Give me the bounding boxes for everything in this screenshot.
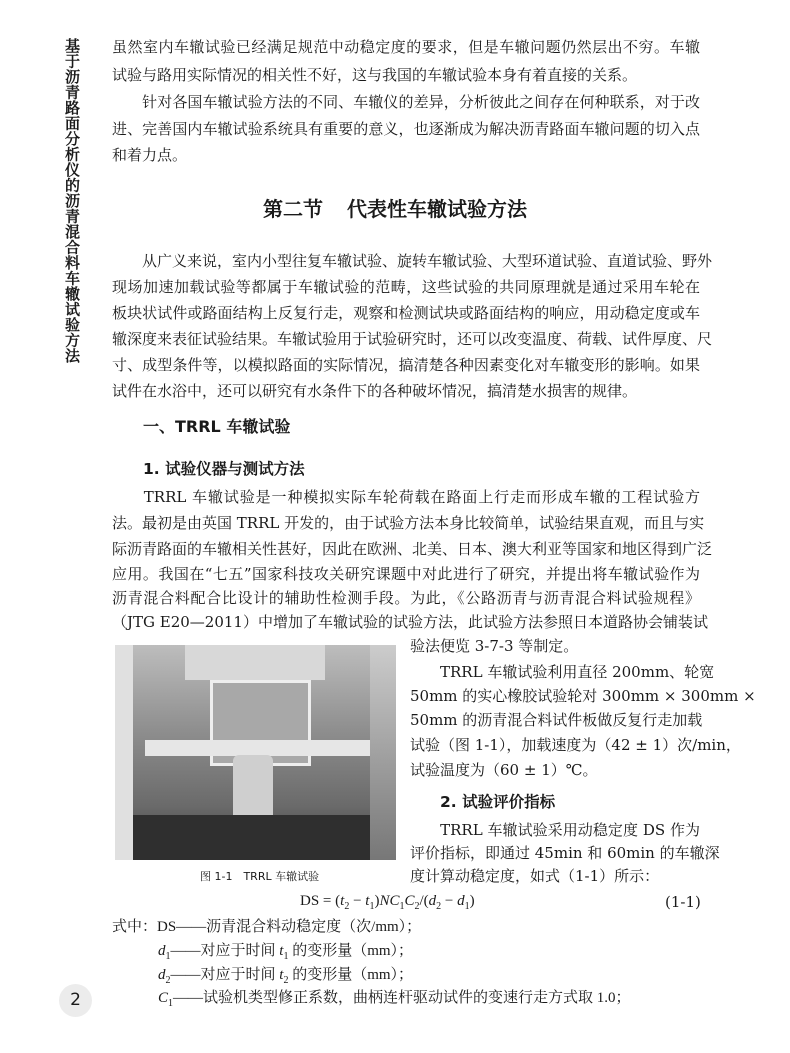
text-line: TRRL 车辙试验利用直径 200mm、轮宽 [410, 663, 715, 681]
heading-trrl: 一、TRRL 车辙试验 [143, 417, 291, 436]
formula-part: ) [374, 893, 380, 909]
text-line: 验法便览 3-7-3 等制定。 [410, 637, 579, 655]
def-text: ——对应于时间 [170, 943, 280, 959]
symbol: C [158, 990, 169, 1006]
text-line: 现场加速加载试验等都属于车辙试验的范畴，这些试验的共同原理就是通过采用车轮在 [112, 278, 700, 296]
symbol: d [158, 943, 166, 959]
section-title [0, 193, 790, 222]
formula-part: d [457, 893, 465, 909]
symbol-sub: 1 [165, 951, 171, 962]
text-line: 试验与路用实际情况的相关性不好，这与我国的车辙试验本身有着直接的关系。 [112, 66, 638, 84]
formula-part: C [404, 893, 415, 909]
formula-1-1 [300, 893, 475, 912]
text-line: 50mm 的实心橡胶试验轮对 300mm × 300mm × [410, 687, 756, 705]
formula-part: 2 [344, 901, 350, 912]
text-line: TRRL 车辙试验是一种模拟实际车轮荷载在路面上行走而形成车辙的工程试验方 [112, 488, 700, 506]
formula-part: /( [419, 893, 429, 909]
text-line: 寸、成型条件等，以模拟路面的实际情况，搞清楚各种因素变化对车辙变形的影响。如果 [112, 356, 700, 374]
symbol-sub: 1 [283, 951, 289, 962]
section-text: 代表性车辙试验方法 [347, 197, 527, 221]
symbol-sub: 2 [165, 975, 171, 986]
formula-part: N [379, 893, 390, 909]
text-line: 辙深度来表征试验结果。车辙试验用于试验研究时，还可以改变温度、荷载、试件厚度、尺 [112, 330, 713, 348]
symbol: d [158, 967, 166, 983]
formula-part: 2 [414, 901, 420, 912]
def-text: 的变形量（mm）； [288, 943, 414, 959]
text-line: 50mm 的沥青混合料试件板做反复行走加载 [410, 711, 703, 729]
text-line: 应用。我国在“七五”国家科技攻关研究课题中对此进行了研究，并提出将车辙试验作为 [112, 565, 700, 583]
text-line: 际沥青路面的车辙相关性甚好，因此在欧洲、北美、日本、澳大利亚等国家和地区得到广泛 [112, 540, 713, 558]
figure-caption: 图 1-1 TRRL 车辙试验 [200, 870, 320, 883]
text-line: 板块状试件或路面结构上反复行走，观察和检测试块或路面结构的响应，用动稳定度或车 [112, 304, 700, 322]
text-line: 试件在水浴中，还可以研究有水条件下的各种破坏情况，搞清楚水损害的规律。 [112, 382, 638, 400]
text-line: 评价指标，即通过 45min 和 60min 的车辙深 [410, 844, 720, 862]
formula-part: 1 [369, 901, 375, 912]
formula-part: d [428, 893, 437, 909]
symbol: t [279, 943, 284, 959]
formula-part: t [340, 893, 345, 909]
definition-d1 [158, 939, 413, 962]
text-line: 虽然室内车辙试验已经满足规范中动稳定度的要求，但是车辙问题仍然层出不穷。车辙 [112, 38, 700, 56]
text-line: （JTG E20—2011）中增加了车辙试验的试验方法，此试验方法参照日本道路协会铺装试 [112, 613, 708, 631]
formula-part: ) [469, 893, 475, 909]
heading-instruments: 1. 试验仪器与测试方法 [143, 460, 305, 478]
text-line: 试验温度为（60 ± 1）℃。 [410, 761, 598, 779]
text-line: TRRL 车辙试验采用动稳定度 DS 作为 [410, 821, 700, 839]
text-line: 法。最初是由英国 TRRL 开发的，由于试验方法本身比较简单，试验结果直观，而且与实 [112, 514, 705, 532]
definition-ds: 式中：DS——沥青混合料动稳定度（次/mm）； [112, 919, 422, 935]
formula-part: − [349, 893, 366, 909]
page-number: 2 [59, 984, 92, 1017]
text-line: 沥青混合料配合比设计的辅助性检测手段。为此，《公路沥青与沥青混合料试验规程》 [112, 589, 700, 607]
symbol: t [279, 967, 284, 983]
text-line: 进、完善国内车辙试验系统具有重要的意义，也逐渐成为解决沥青路面车辙问题的切入点 [112, 120, 700, 138]
def-text: 的变形量（mm）； [288, 967, 414, 983]
text-line: 和着力点。 [112, 146, 188, 164]
heading-evaluation-index: 2. 试验评价指标 [440, 793, 556, 811]
definition-c1 [158, 986, 631, 1009]
symbol-sub: 2 [283, 975, 289, 986]
text-line: 度计算动稳定度，如式（1-1）所示： [410, 867, 660, 885]
formula-part: C [389, 893, 400, 909]
running-title: 基于沥青路面分析仪的沥青混合料车辙试验方法 [63, 38, 81, 364]
symbol-sub: 1 [168, 998, 174, 1009]
text-line: 针对各国车辙试验方法的不同、车辙仪的差异，分析彼此之间存在何种联系，对于改 [112, 93, 700, 111]
formula-part: 1 [399, 901, 405, 912]
section-number: 第二节 [263, 197, 323, 221]
formula-part: DS = ( [300, 893, 341, 909]
formula-part: − [441, 893, 458, 909]
figure-trrl-rut-tester-photo [115, 645, 396, 860]
formula-part: 2 [436, 901, 442, 912]
def-text: ——试验机类型修正系数，曲柄连杆驱动试件的变速行走方式取 1.0； [173, 990, 631, 1006]
formula-part: 1 [464, 901, 470, 912]
text-line: 从广义来说，室内小型往复车辙试验、旋转车辙试验、大型环道试验、直道试验、野外 [112, 252, 713, 270]
text-line: 试验（图 1-1），加载速度为（42 ± 1）次/min， [410, 736, 741, 754]
definition-d2 [158, 963, 413, 986]
def-text: ——对应于时间 [170, 967, 280, 983]
formula-part: t [365, 893, 370, 909]
equation-number: (1-1) [665, 893, 701, 911]
